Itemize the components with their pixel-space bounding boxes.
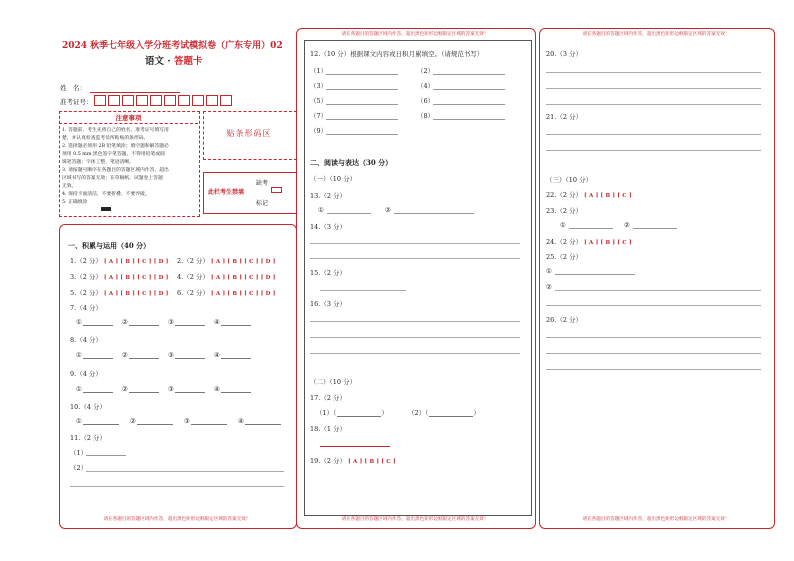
q25-label: 25.（2 分） — [546, 253, 583, 261]
q8-label: 8.（4 分） — [70, 336, 102, 344]
q22-options[interactable]: [ A ] [ B ] [ C ] — [584, 193, 632, 199]
mc-options[interactable]: [ A ] [ B ] [ C ] [ D ] — [103, 275, 169, 281]
mc-options[interactable]: [ A ] [ B ] [ C ] [ D ] — [210, 259, 276, 265]
q11-sub1-line[interactable] — [86, 455, 126, 456]
q11-label: 11.（2 分） — [70, 434, 107, 442]
blank-number: ② — [122, 318, 128, 326]
part3-label: （三）（10 分） — [546, 176, 593, 184]
q22-label — [546, 190, 632, 199]
section2-title: 二、阅读与表达（30 分） — [310, 158, 393, 167]
q18-label: 18.（1 分） — [310, 425, 347, 433]
mc-options[interactable]: [ A ] [ B ] [ C ] [ D ] — [210, 275, 276, 281]
q10-label: 10.（4 分） — [70, 403, 107, 411]
blank-number: ② — [122, 385, 128, 393]
blank-line[interactable] — [83, 352, 113, 359]
numbered-blank[interactable] — [122, 318, 159, 326]
absent-label: 此栏考生禁填 — [208, 189, 245, 196]
mc-question — [177, 288, 276, 297]
footer-notice-3: 请在各题目的答题区域内作答，超出黑色矩形边框限定区域的答案无效！ — [582, 517, 730, 522]
notes-item: 5. 正确填涂 — [62, 200, 88, 205]
mc-question-number: 2.（2 分） — [177, 257, 209, 265]
blank-line[interactable] — [137, 418, 173, 425]
q19-label — [310, 456, 396, 465]
q23-blank-1[interactable] — [569, 228, 613, 229]
blank-line[interactable] — [221, 386, 251, 393]
numbered-blank[interactable] — [76, 417, 119, 425]
q15-label: 15.（2 分） — [310, 269, 347, 277]
notes-item: 须用 0.5 mm 黑色签字笔答题，不得用铅笔或圆 — [62, 152, 165, 157]
exam-id-box[interactable] — [136, 95, 148, 106]
q22-text: 22.（2 分） — [546, 191, 583, 199]
blank-number: ③ — [168, 385, 174, 393]
q25-blank-1[interactable] — [555, 274, 635, 275]
blank-line[interactable] — [129, 319, 159, 326]
q12-item-label: （9） — [310, 127, 328, 135]
blank-line[interactable] — [175, 319, 205, 326]
name-field[interactable] — [90, 92, 180, 93]
absent-checkbox[interactable] — [271, 187, 282, 193]
blank-line[interactable] — [83, 386, 113, 393]
exam-id-box[interactable] — [150, 95, 162, 106]
q12-item-line[interactable] — [433, 89, 505, 90]
q17-label: 17.（2 分） — [310, 394, 347, 402]
part2-label: （二）（10 分） — [310, 378, 357, 386]
q15-line[interactable] — [320, 290, 406, 291]
q12-item-label: （7） — [310, 112, 328, 120]
mc-question-number: 4.（2 分） — [177, 273, 209, 281]
q12-item-line[interactable] — [326, 104, 398, 105]
q13-label: 13.（2 分） — [310, 192, 347, 200]
numbered-blank[interactable] — [122, 385, 159, 393]
absent-mark-2: 标记 — [256, 200, 269, 207]
mc-options[interactable]: [ A ] [ B ] [ C ] [ D ] — [210, 291, 276, 297]
notes-item: 珠笔答题；字体工整、笔迹清晰。 — [62, 160, 134, 165]
numbered-blank[interactable] — [214, 385, 251, 393]
q23-mark-2: ② — [624, 221, 630, 229]
exam-title: 2024 秋季七年级入学分班考试模拟卷（广东专用）02 — [62, 41, 283, 51]
q12-item-label: （1） — [310, 67, 328, 75]
mc-question — [177, 272, 276, 281]
numbered-blank[interactable] — [76, 318, 113, 326]
mc-options[interactable]: [ A ] [ B ] [ C ] [ D ] — [103, 259, 169, 265]
q20-line-3[interactable] — [546, 104, 761, 105]
blank-line[interactable] — [191, 418, 227, 425]
mc-question — [70, 272, 169, 281]
q17-sub1-open: （1）（ — [316, 409, 337, 417]
mc-question — [70, 256, 169, 265]
q12-item-line[interactable] — [326, 119, 398, 120]
exam-id-box[interactable] — [122, 95, 134, 106]
notes-item: 3. 请按题号顺序在各题目的答题区域内作答，超出 — [62, 168, 169, 173]
q14-line-1[interactable] — [310, 243, 520, 244]
numbered-blank[interactable] — [168, 318, 205, 326]
notes-item: 4. 保持卡面清洁，不要折叠、不要弄破。 — [62, 192, 150, 197]
subject-label: 语文 · — [145, 56, 174, 67]
blank-number: ② — [122, 351, 128, 359]
exam-id-box[interactable] — [164, 95, 176, 106]
blank-number: ① — [76, 417, 82, 425]
blank-line[interactable] — [175, 386, 205, 393]
name-label: 姓 名： — [60, 84, 86, 92]
q17-sub2 — [408, 408, 480, 417]
blank-line[interactable] — [221, 352, 251, 359]
mc-question-number: 5.（2 分） — [70, 289, 102, 297]
q12-item-line[interactable] — [433, 74, 505, 75]
q16-line-2[interactable] — [310, 337, 520, 338]
mc-question — [177, 256, 276, 265]
blank-line[interactable] — [175, 352, 205, 359]
q12-item-line[interactable] — [326, 89, 398, 90]
q23-label: 23.（2 分） — [546, 207, 583, 215]
q12-item-label: （2） — [417, 67, 435, 75]
q26-label: 26.（2 分） — [546, 316, 583, 324]
numbered-blank[interactable] — [184, 417, 227, 425]
q26-line-2[interactable] — [546, 353, 761, 354]
notes-item: 1. 答题前，考生先将自己的姓名，准考证号填写清 — [62, 128, 169, 133]
numbered-blank[interactable] — [168, 385, 205, 393]
numbered-blank[interactable] — [168, 351, 205, 359]
q25-mark-2: ② — [546, 283, 552, 291]
q13-mark-2: ② — [385, 206, 391, 214]
answer-card-label: 答题卡 — [173, 56, 203, 67]
q20-line-1[interactable] — [546, 72, 761, 73]
exam-id-box[interactable] — [94, 95, 106, 106]
exam-id-box[interactable] — [192, 95, 204, 106]
q21-label: 21.（2 分） — [546, 113, 583, 121]
q25-line-1[interactable] — [555, 290, 761, 291]
q11-sub2: （2） — [70, 464, 88, 472]
q16-line-3[interactable] — [310, 353, 520, 354]
blank-number: ① — [76, 385, 82, 393]
q11-line-2[interactable] — [70, 486, 284, 487]
q13-blank-1[interactable] — [327, 213, 371, 214]
blank-number: ③ — [168, 318, 174, 326]
q23-mark-1: ① — [560, 221, 566, 229]
exam-id-label: 准考证号： — [60, 98, 93, 106]
q12-item-label: （8） — [417, 112, 435, 120]
notes-divider — [59, 123, 198, 124]
q24-text: 24.（2 分） — [546, 238, 583, 246]
blank-number: ① — [76, 351, 82, 359]
blank-line[interactable] — [245, 418, 281, 425]
q13-blank-2[interactable] — [394, 213, 474, 214]
q21-line-2[interactable] — [546, 150, 761, 151]
q26-line-1[interactable] — [546, 337, 761, 338]
blank-number: ③ — [184, 417, 190, 425]
barcode-label: 贴条形码区 — [226, 129, 272, 138]
absent-mark-1: 缺考 — [256, 180, 269, 187]
blank-line[interactable] — [129, 352, 159, 359]
exam-subtitle — [145, 53, 202, 67]
q17-sub1-close: ） — [381, 409, 388, 417]
q24-label — [546, 237, 632, 246]
q19-text: 19.（2 分） — [310, 457, 347, 465]
q7-label: 7.（4 分） — [70, 304, 102, 312]
q26-line-3[interactable] — [546, 369, 761, 370]
mc-question-number: 6.（2 分） — [177, 289, 209, 297]
q20-label: 20.（3 分） — [546, 50, 583, 58]
numbered-blank[interactable] — [76, 351, 113, 359]
header-notice-2: 请在各题目的答题区域内作答，超出黑色矩形边框限定区域的答案无效！ — [341, 32, 489, 37]
q24-options[interactable]: [ A ] [ B ] [ C ] — [584, 240, 632, 246]
q18-line[interactable] — [320, 446, 390, 447]
q17-sub2-open: （2）（ — [408, 409, 429, 417]
q12-item-label: （3） — [310, 82, 328, 90]
q12-item-line[interactable] — [433, 104, 505, 105]
notes-item: 无效。 — [62, 184, 77, 189]
filled-bubble-sample — [101, 207, 111, 211]
notes-title: 注意事项 — [115, 114, 142, 122]
blank-number: ④ — [238, 417, 244, 425]
q17-sub1 — [316, 408, 388, 417]
q23-blank-2[interactable] — [633, 228, 677, 229]
exam-id-box[interactable] — [220, 95, 232, 106]
q19-options[interactable]: [ A ] [ B ] [ C ] — [348, 459, 396, 465]
mc-question-number: 1.（2 分） — [70, 257, 102, 265]
numbered-blank[interactable] — [122, 351, 159, 359]
footer-notice-2: 请在各题目的答题区域内作答，超出黑色矩形边框限定区域的答案无效！ — [341, 517, 489, 522]
notes-list — [62, 127, 169, 207]
q16-line-1[interactable] — [310, 321, 520, 322]
q25-mark-1: ① — [546, 267, 552, 275]
blank-number: ① — [76, 318, 82, 326]
section1-title: 一、积累与运用（40 分） — [68, 241, 151, 250]
numbered-blank[interactable] — [238, 417, 281, 425]
blank-line[interactable] — [83, 319, 113, 326]
q14-line-2[interactable] — [310, 258, 520, 259]
q11-sub1: （1） — [70, 449, 88, 457]
exam-id-box[interactable] — [206, 95, 218, 106]
blank-number: ④ — [214, 351, 220, 359]
blank-line[interactable] — [221, 319, 251, 326]
notes-item: 2. 选择题必须用 2B 铅笔填涂；填空题和解答题必 — [62, 144, 169, 149]
q12-item-line[interactable] — [326, 74, 398, 75]
numbered-blank[interactable] — [214, 351, 251, 359]
blank-number: ③ — [168, 351, 174, 359]
blank-line[interactable] — [83, 418, 119, 425]
part1-label: （一）（10 分） — [310, 175, 357, 183]
q14-label: 14.（3 分） — [310, 223, 347, 231]
q17-sub2-blank[interactable] — [429, 410, 473, 417]
q20-line-2[interactable] — [546, 88, 761, 89]
q25-line-2[interactable] — [546, 305, 761, 306]
numbered-blank[interactable] — [76, 385, 113, 393]
blank-number: ④ — [214, 385, 220, 393]
numbered-blank[interactable] — [214, 318, 251, 326]
q12-item-label: （5） — [310, 97, 328, 105]
q12-item-line[interactable] — [433, 119, 505, 120]
mc-question-number: 3.（2 分） — [70, 273, 102, 281]
q17-sub1-blank[interactable] — [337, 410, 381, 417]
mc-question — [70, 288, 169, 297]
q21-line-1[interactable] — [546, 134, 761, 135]
q16-label: 16.（3 分） — [310, 300, 347, 308]
blank-line[interactable] — [129, 386, 159, 393]
blank-number: ④ — [214, 318, 220, 326]
q12-label: 12.（10 分）根据课文内容或日积月累填空。（请规范书写） — [310, 50, 484, 58]
q9-label: 9.（4 分） — [70, 370, 102, 378]
footer-notice-1: 请在各题目的答题区域内作答，超出黑色矩形边框限定区域的答案无效！ — [103, 517, 251, 522]
blank-number: ② — [130, 417, 136, 425]
exam-id-box[interactable] — [108, 95, 120, 106]
q12-item-label: （4） — [417, 82, 435, 90]
header-notice-3: 请在各题目的答题区域内作答，超出黑色矩形边框限定区域的答案无效！ — [582, 32, 730, 37]
q11-line-1[interactable] — [86, 471, 284, 472]
notes-item: 楚，并认真检查监考员所粘贴的条形码。 — [62, 136, 149, 141]
notes-item: 区域书写的答案无效；在草稿纸、试题卷上答题 — [62, 176, 163, 181]
q12-item-line[interactable] — [326, 134, 398, 135]
mc-options[interactable]: [ A ] [ B ] [ C ] [ D ] — [103, 291, 169, 297]
q12-item-label: （6） — [417, 97, 435, 105]
numbered-blank[interactable] — [130, 417, 173, 425]
exam-id-box[interactable] — [178, 95, 190, 106]
q13-mark-1: ① — [318, 206, 324, 214]
q17-sub2-close: ） — [473, 409, 480, 417]
